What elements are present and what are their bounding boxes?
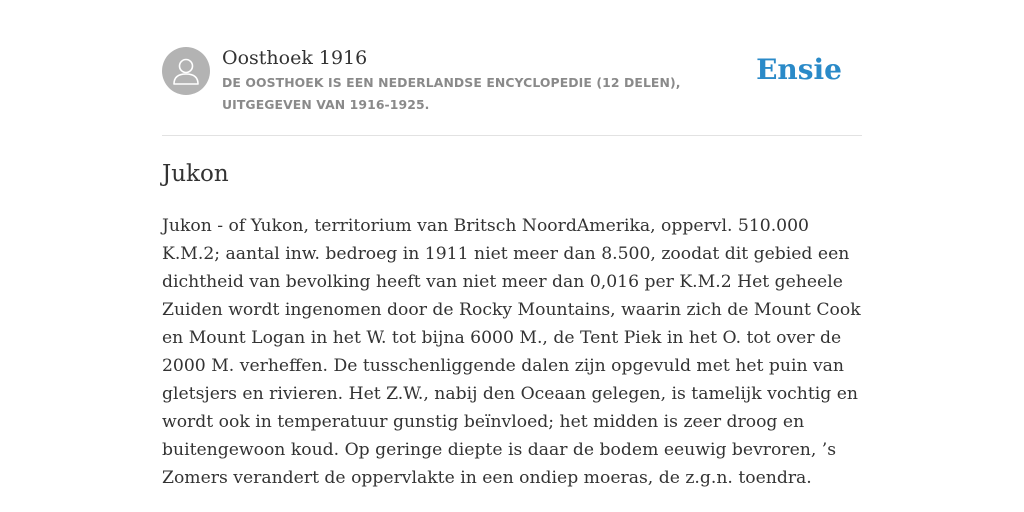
source-name[interactable]: Oosthoek 1916 bbox=[222, 47, 368, 69]
divider bbox=[162, 135, 862, 136]
article-body: Jukon - of Yukon, territorium van Britsch NoordAmerika, oppervl. 510.000 K.M.2; aantal inw. bedroeg in 1911 niet meer dan 8.500, zoodat dit gebied een dichtheid van bevolking heeft van niet meer dan 0,016 per K.M.2 Het geheele Zuiden wordt ingenomen door de Rocky Mountains, waarin zich de Mount Cook en Mount Logan in het W. tot bijna 6000 M., de Tent Piek in het O. tot over de 2000 M. verheffen. De tusschenliggende dalen zijn opgevuld met het puin van gletsjers en rivieren. Het Z.W., nabij den Oceaan gelegen, is tamelijk vochtig en wordt ook in temperatuur gunstig beïnvloed; het midden is zeer droog en buitengewoon koud. Op geringe diepte is daar de bodem eeuwig bevroren, ’s Zomers verandert de oppervlakte in een ondiep moeras, de z.g.n. toendra. bbox=[162, 216, 861, 488]
source-header bbox=[162, 44, 862, 116]
source-description: DE OOSTHOEK IS EEN NEDERLANDSE ENCYCLOPEDIE (12 DELEN), UITGEGEVEN VAN 1916-1925. bbox=[222, 75, 681, 112]
user-icon bbox=[162, 47, 210, 95]
article-title: Jukon bbox=[162, 161, 229, 187]
avatar bbox=[162, 47, 210, 95]
ensie-logo[interactable]: Ensie bbox=[756, 53, 842, 86]
